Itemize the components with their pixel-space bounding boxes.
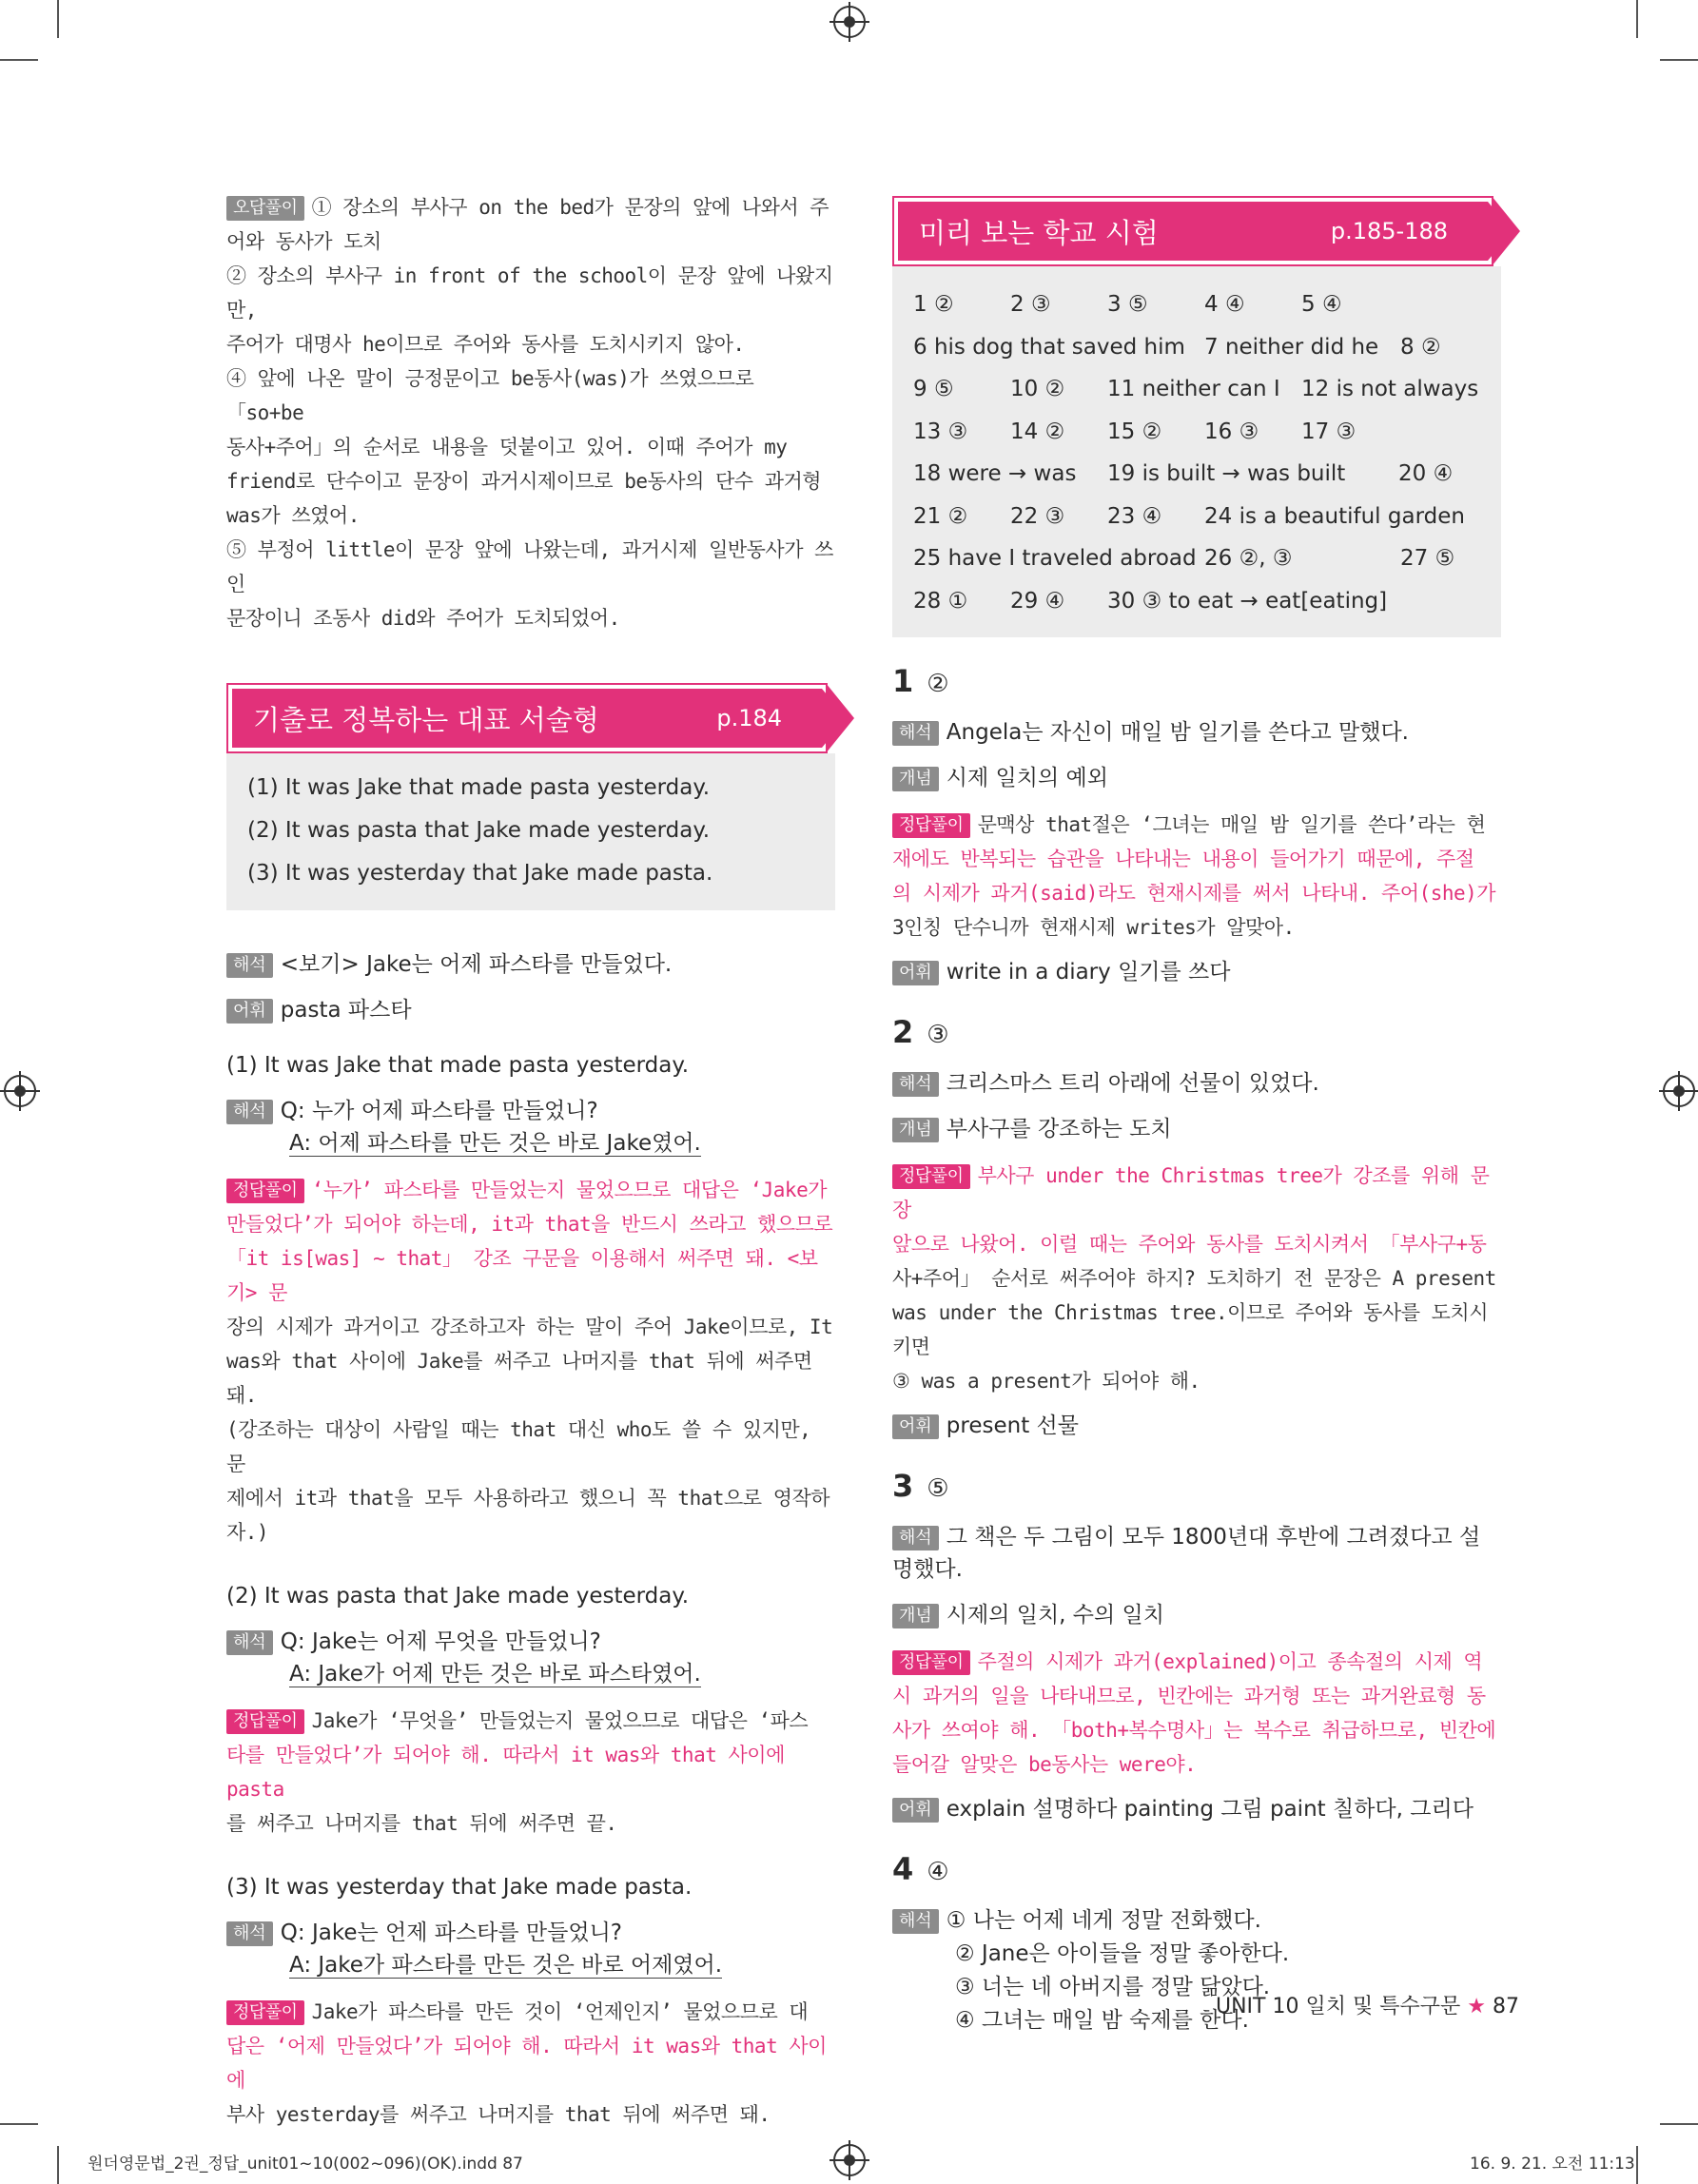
crop-mark xyxy=(57,2146,59,2184)
crop-mark xyxy=(1636,0,1638,38)
text-line: 들어갈 알맞은 be동사는 were야. xyxy=(892,1753,1197,1776)
answer-row xyxy=(913,453,1480,496)
answer-item: 6 his dog that saved him xyxy=(913,334,1185,360)
text-line: friend로 단수이고 문장이 과거시제이므로 be동사의 단수 과거형 xyxy=(226,470,822,493)
vocabulary-text: explain 설명하다 painting 그림 paint 칠하다, 그리다 xyxy=(946,1797,1474,1822)
tag-translation: 해석 xyxy=(892,1072,939,1097)
answer-row xyxy=(913,368,1480,411)
tag-translation: 해석 xyxy=(226,1921,273,1946)
translation-line: ① 나는 어제 네게 정말 전화했다. xyxy=(946,1908,1261,1933)
answer-item: 15 ② xyxy=(1107,419,1162,444)
translation-text: <보기> Jake는 어제 파스타를 만들었다. xyxy=(280,952,673,977)
answer-item: 23 ④ xyxy=(1107,503,1162,529)
number: 4 xyxy=(892,1851,914,1887)
section-writing xyxy=(226,683,835,910)
answer-explanation xyxy=(226,1173,835,1550)
answer-line: (1) It was Jake that made pasta yesterday. xyxy=(247,775,711,800)
answer-mark: ③ xyxy=(927,1021,949,1049)
text-line: 앞으로 나왔어. 이럴 때는 주어와 동사를 도치시켜서 「부사구+동 xyxy=(892,1233,1487,1256)
question-number xyxy=(892,1850,1501,1891)
crop-mark xyxy=(1660,59,1698,61)
right-column xyxy=(892,196,1501,2038)
banner-page: p.184 xyxy=(716,705,782,731)
answer-item: 2 ③ xyxy=(1010,292,1051,317)
question-title: (3) It was yesterday that Jake made pasta. xyxy=(226,1875,693,1900)
answer-item: 9 ⑤ xyxy=(913,377,954,401)
tag-answer-explanation: 정답풀이 xyxy=(892,1650,970,1675)
concept-text: 부사구를 강조하는 도치 xyxy=(946,1117,1172,1141)
tag-vocabulary: 어휘 xyxy=(892,1414,939,1439)
answer-explanation xyxy=(226,1995,835,2132)
answer-key-box xyxy=(892,266,1501,637)
answer-item: 1 ② xyxy=(913,292,954,317)
answer-explanation xyxy=(892,1159,1501,1398)
answer-item: 21 ② xyxy=(913,503,968,529)
print-slug: 원더영문법_2권_정답_unit01~10(002~096)(OK).indd 87 xyxy=(88,2155,523,2174)
section-banner xyxy=(226,683,828,753)
answer-item: 7 neither did he xyxy=(1204,334,1379,360)
answer-item: 4 ④ xyxy=(1204,292,1245,317)
dialog-answer: A: Jake가 파스타를 만든 것은 바로 어제였어. xyxy=(289,1953,723,1978)
text-line: 타를 만들었다’가 되어야 해. 따라서 it was와 that 사이에 pasta xyxy=(226,1744,785,1801)
tag-answer-explanation: 정답풀이 xyxy=(226,1709,304,1734)
answer-explanation xyxy=(892,808,1501,945)
text-line: ③ was a present가 되어야 해. xyxy=(892,1370,1200,1393)
answer-item: 8 ② xyxy=(1400,334,1441,360)
text-line: 제에서 it과 that을 모두 사용하라고 했으니 꼭 that으로 영작하 xyxy=(226,1487,830,1510)
left-column xyxy=(226,190,835,2132)
tag-concept: 개념 xyxy=(892,1118,939,1142)
text-line: 장의 시제가 과거이고 강조하고자 하는 말이 주어 Jake이므로, It xyxy=(226,1316,833,1338)
text-line: 문장이니 조동사 did와 주어가 도치되었어. xyxy=(226,607,620,630)
concept-text: 시제의 일치, 수의 일치 xyxy=(946,1603,1164,1628)
answer-item: 26 ②, ③ xyxy=(1204,546,1293,571)
text-line: 「it is[was] ~ that」 강조 구문을 이용해서 써주면 돼. <보기> 문 xyxy=(226,1247,818,1304)
answer-item: 16 ③ xyxy=(1204,419,1259,444)
answer-explanation xyxy=(892,1645,1501,1782)
banner-title: 미리 보는 학교 시험 xyxy=(919,216,1159,249)
answer-line: (2) It was pasta that Jake made yesterday. xyxy=(247,818,711,843)
tag-translation: 해석 xyxy=(892,721,939,746)
tag-translation: 해석 xyxy=(226,1630,273,1655)
number: 1 xyxy=(892,663,914,699)
section-banner xyxy=(892,196,1493,266)
text-line: 사+주어」 순서로 써주어야 하지? 도치하기 전 문장은 A present xyxy=(892,1267,1496,1290)
text-line: 동사+주어」의 순서로 내용을 덧붙이고 있어. 이때 주어가 my xyxy=(226,436,788,458)
crop-mark xyxy=(0,59,38,61)
answer-item: 5 ④ xyxy=(1301,292,1342,317)
answer-item: 17 ③ xyxy=(1301,419,1356,444)
registration-mark-icon xyxy=(833,6,866,38)
answer-item: 18 were → was xyxy=(913,461,1077,486)
text-line: ⑤ 부정어 little이 문장 앞에 나왔는데, 과거시제 일반동사가 쓰인 xyxy=(226,538,833,595)
dialog-question: Q: 누가 어제 파스타를 만들었니? xyxy=(280,1099,598,1123)
answer-item: 27 ⑤ xyxy=(1400,546,1455,571)
banner-title: 기출로 정복하는 대표 서술형 xyxy=(253,703,599,736)
answer-item: 19 is built → was built xyxy=(1107,461,1346,486)
page-footer xyxy=(1216,1990,1519,2019)
answer-row xyxy=(913,537,1480,580)
translation-block xyxy=(226,948,835,1026)
crop-mark xyxy=(1636,2146,1638,2184)
vocabulary-text: present 선물 xyxy=(946,1414,1079,1438)
unit-label: UNIT 10 일치 및 특수구문 xyxy=(1216,1995,1461,2018)
answer-item: 3 ⑤ xyxy=(1107,292,1148,317)
answer-row xyxy=(913,326,1480,369)
text-line: ‘누가’ 파스타를 만들었는지 물었으므로 대답은 ‘Jake가 xyxy=(311,1179,827,1201)
text-line: 주어가 대명사 he이므로 주어와 동사를 도치시키지 않아. xyxy=(226,333,745,356)
answer-item: 12 is not always xyxy=(1301,377,1479,401)
text-line: Jake가 ‘무엇을’ 만들었는지 물었으므로 대답은 ‘파스 xyxy=(311,1709,809,1732)
text-line: 시 과거의 일을 나타내므로, 빈칸에는 과거형 또는 과거완료형 동 xyxy=(892,1685,1486,1707)
translation-text: 크리스마스 트리 아래에 선물이 있었다. xyxy=(946,1071,1319,1096)
crop-mark xyxy=(0,2123,38,2125)
print-timestamp: 16. 9. 21. 오전 11:13 xyxy=(1470,2155,1635,2174)
registration-mark-icon xyxy=(4,1075,36,1107)
dialog-answer: A: Jake가 어제 만든 것은 바로 파스타였어. xyxy=(289,1662,701,1687)
answer-item: 20 ④ xyxy=(1398,461,1454,486)
banner-bar xyxy=(232,689,822,748)
wrong-answer-explanation xyxy=(226,190,835,635)
text-line: 문맥상 that절은 ‘그녀는 매일 밤 일기를 쓴다’라는 현 xyxy=(977,813,1486,836)
number: 2 xyxy=(892,1014,914,1050)
tag-answer-explanation: 정답풀이 xyxy=(226,2000,304,2025)
answer-item: 11 neither can I xyxy=(1107,377,1280,401)
text-line: 만들었다’가 되어야 하는데, it과 that을 반드시 쓰라고 했으므로 xyxy=(226,1213,833,1236)
number: 3 xyxy=(892,1468,914,1504)
answer-box xyxy=(226,753,835,910)
question-title: (1) It was Jake that made pasta yesterday. xyxy=(226,1053,690,1078)
answer-mark: ④ xyxy=(927,1858,949,1886)
tag-vocabulary: 어휘 xyxy=(892,961,939,985)
text-line: 재에도 반복되는 습관을 나타내는 내용이 들어가기 때문에, 주절 xyxy=(892,848,1474,870)
answer-item: 29 ④ xyxy=(1010,588,1065,614)
dialog-question: Q: Jake는 어제 무엇을 만들었니? xyxy=(280,1629,601,1654)
tag-answer-explanation: 정답풀이 xyxy=(892,1164,970,1189)
text-line: 를 써주고 나머지를 that 뒤에 써주면 끝. xyxy=(226,1812,617,1835)
tag-translation: 해석 xyxy=(892,1909,939,1934)
answer-item: 14 ② xyxy=(1010,419,1065,444)
answer-item: 24 is a beautiful garden xyxy=(1204,503,1465,529)
tag-wrong-answer: 오답풀이 xyxy=(226,196,304,221)
text-line: 부사 yesterday를 써주고 나머지를 that 뒤에 써주면 돼. xyxy=(226,2103,771,2126)
text-line: 어와 동사가 도치 xyxy=(226,230,381,253)
text-line: ④ 앞에 나온 말이 긍정문이고 be동사(was)가 쓰였으므로 「so+be xyxy=(226,367,754,424)
answer-row xyxy=(913,411,1480,454)
question-title: (2) It was pasta that Jake made yesterday. xyxy=(226,1584,690,1609)
answer-explanation xyxy=(226,1704,835,1841)
answer-mark: ② xyxy=(927,670,949,698)
translation-line: ③ 너는 네 아버지를 정말 닮았다. xyxy=(955,1975,1271,1999)
translation-text: 그 책은 두 그림이 모두 1800년대 후반에 그려졌다고 설명했다. xyxy=(892,1525,1481,1582)
tag-translation: 해석 xyxy=(226,1100,273,1124)
text-line: was under the Christmas tree.이므로 주어와 동사를 도치시키면 xyxy=(892,1301,1489,1358)
question-number xyxy=(892,662,1501,703)
text-line: 자.) xyxy=(226,1521,269,1544)
tag-concept: 개념 xyxy=(892,1604,939,1628)
translation-text: Angela는 자신이 매일 밤 일기를 쓴다고 말했다. xyxy=(946,720,1409,745)
concept-text: 시제 일치의 예외 xyxy=(946,766,1108,790)
crop-mark xyxy=(1660,2123,1698,2125)
answer-item: 30 ③ to eat → eat[eating] xyxy=(1107,588,1388,614)
answer-item: 28 ① xyxy=(913,588,968,614)
dialog-question: Q: Jake는 언제 파스타를 만들었니? xyxy=(280,1921,623,1945)
text-line: 답은 ‘어제 만들었다’가 되어야 해. 따라서 it was와 that 사이에 xyxy=(226,2035,827,2092)
tag-translation: 해석 xyxy=(892,1526,939,1550)
translation-line: ④ 그녀는 매일 밤 숙제를 한다. xyxy=(955,2008,1249,2033)
tag-answer-explanation: 정답풀이 xyxy=(226,1179,304,1203)
answer-item: 25 have I traveled abroad xyxy=(913,546,1197,571)
tag-concept: 개념 xyxy=(892,767,939,791)
registration-mark-icon xyxy=(833,2144,866,2176)
text-line: (강조하는 대상이 사람일 때는 that 대신 who도 쓸 수 있지만, 문 xyxy=(226,1418,811,1475)
text-line: 주절의 시제가 과거(explained)이고 종속절의 시제 역 xyxy=(977,1650,1483,1673)
tag-vocabulary: 어휘 xyxy=(892,1798,939,1823)
crop-mark xyxy=(57,0,59,38)
text-line: 3인칭 단수니까 현재시제 writes가 알맞아. xyxy=(892,916,1295,939)
answer-mark: ⑤ xyxy=(927,1474,949,1503)
answer-item: 22 ③ xyxy=(1010,503,1065,529)
answer-item: 10 ② xyxy=(1010,377,1065,401)
answer-row xyxy=(913,496,1480,538)
text-line: 부사구 under the Christmas tree가 강조를 위해 문장 xyxy=(892,1164,1490,1221)
text-line: 사가 쓰여야 해. 「both+복수명사」는 복수로 취급하므로, 빈칸에 xyxy=(892,1719,1496,1742)
text-line: Jake가 파스타를 만든 것이 ‘언제인지’ 물었으므로 대 xyxy=(311,2000,809,2023)
text-line: was가 쓰였어. xyxy=(226,504,360,527)
dialog-answer: A: 어제 파스타를 만든 것은 바로 Jake였어. xyxy=(289,1131,701,1156)
question-number xyxy=(892,1013,1501,1054)
answer-row xyxy=(913,580,1480,623)
text-line: ① 장소의 부사구 on the bed가 문장의 앞에 나와서 주 xyxy=(311,196,829,219)
text-line: 의 시제가 과거(said)라도 현재시제를 써서 나타내. 주어(she)가 xyxy=(892,882,1496,905)
star-icon: ★ xyxy=(1467,1995,1486,2018)
page-number: 87 xyxy=(1492,1995,1519,2018)
vocabulary-text: write in a diary 일기를 쓰다 xyxy=(946,960,1231,985)
answer-item: 13 ③ xyxy=(913,419,968,444)
registration-mark-icon xyxy=(1663,1075,1695,1107)
tag-answer-explanation: 정답풀이 xyxy=(892,813,970,838)
translation-line: ② Jane은 아이들을 정말 좋아한다. xyxy=(955,1941,1290,1966)
banner-page: p.185-188 xyxy=(1330,218,1448,244)
tag-vocabulary: 어휘 xyxy=(226,999,273,1024)
answer-line: (3) It was yesterday that Jake made pasta. xyxy=(247,861,713,886)
text-line: was와 that 사이에 Jake를 써주고 나머지를 that 뒤에 써주면 돼. xyxy=(226,1350,812,1407)
question-number xyxy=(892,1467,1501,1508)
text-line: ② 장소의 부사구 in front of the school이 문장 앞에 나왔지만, xyxy=(226,264,833,322)
vocabulary-text: pasta 파스타 xyxy=(280,998,412,1023)
answer-row xyxy=(913,283,1480,326)
banner-bar xyxy=(898,202,1488,261)
tag-translation: 해석 xyxy=(226,953,273,978)
